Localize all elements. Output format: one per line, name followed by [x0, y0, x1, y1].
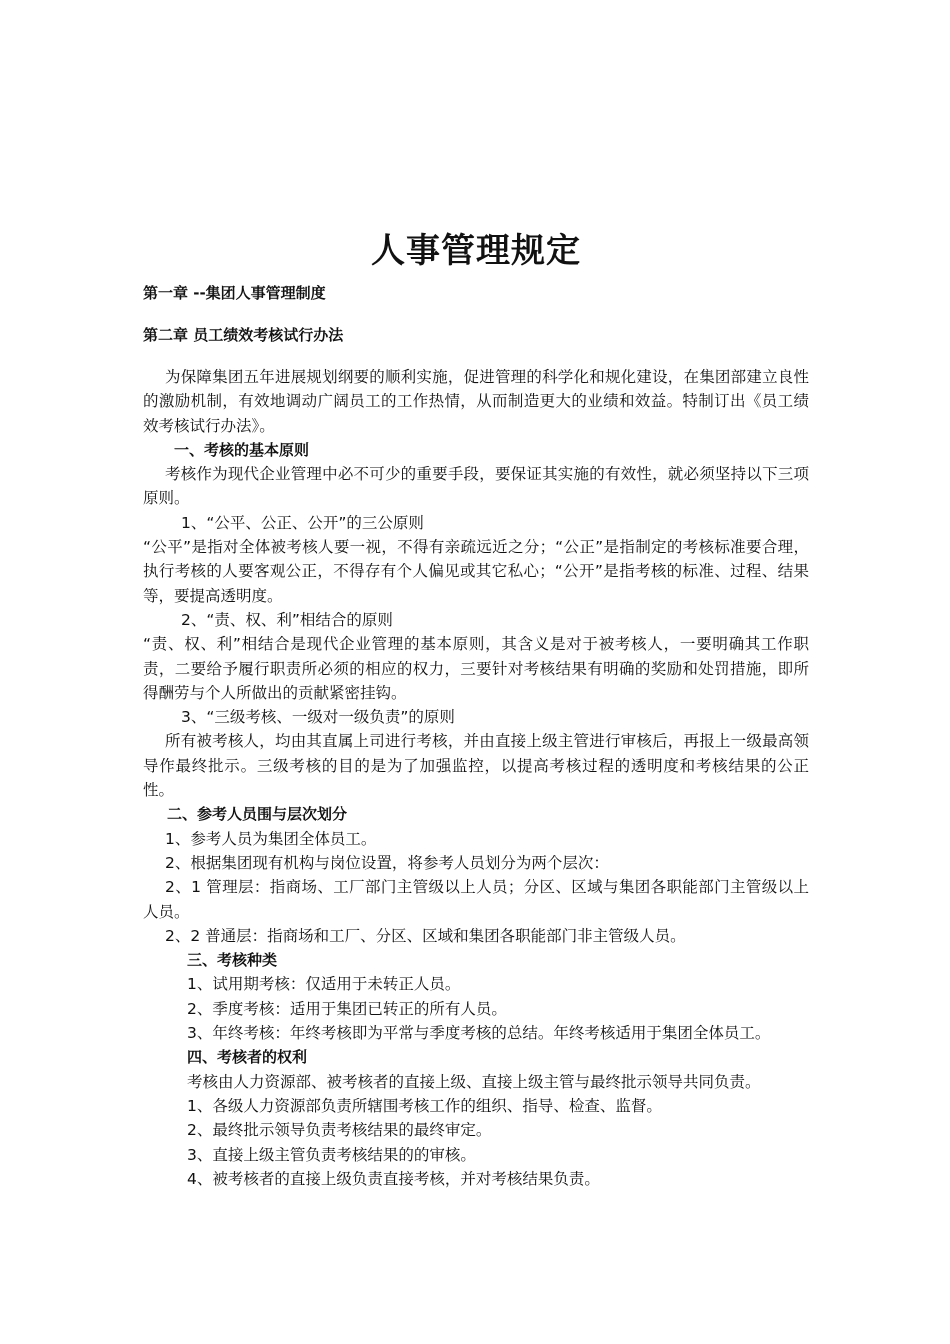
section-4-heading: 四、考核者的权利	[187, 1048, 308, 1067]
principle-2-title: 2、“责、权、利”相结合的原则	[181, 610, 393, 629]
section-2-line-2: 2、根据集团现有机构与岗位设置，将参考人员划分为两个层次：	[165, 853, 609, 872]
section-4-line-1: 1、各级人力资源部负责所辖围考核工作的组织、指导、检查、监督。	[187, 1096, 662, 1115]
section-1-heading: 一、考核的基本原则	[174, 440, 310, 459]
chapter-1-heading: 第一章 --集团人事管理制度	[143, 284, 326, 302]
section-3-line-2: 2、季度考核：适用于集团已转正的所有人员。	[187, 999, 507, 1018]
section-2-line-3: 2、1 管理层：指商场、工厂部门主管级以上人员；分区、区域与集团各职能部门主管级以上人员。	[143, 878, 809, 921]
principle-2-text: “责、权、利”相结合是现代企业管理的基本原则，其含义是对于被考核人，一要明确其工作职责，二要给予履行职责所必须的相应的权力，三要针对考核结果有明确的奖励和处罚措施，即所得酬劳与个人所做出的贡献紧密挂钩。	[143, 635, 809, 702]
section-3-heading: 三、考核种类	[187, 951, 278, 970]
document-body	[143, 365, 809, 1191]
section-4-line-2: 2、最终批示领导负责考核结果的最终审定。	[187, 1121, 492, 1140]
principle-3-title: 3、“三级考核、一级对一级负责”的原则	[181, 708, 455, 727]
section-2-heading: 二、参考人员围与层次划分	[167, 805, 348, 824]
section-4-line-4: 4、被考核者的直接上级负责直接考核，并对考核结果负责。	[187, 1169, 600, 1188]
chapter-2-heading: 第二章 员工绩效考核试行办法	[143, 326, 344, 344]
section-3-line-3: 3、年终考核：年终考核即为平常与季度考核的总结。年终考核适用于集团全体员工。	[187, 1024, 771, 1043]
section-3-line-1: 1、试用期考核：仅适用于未转正人员。	[187, 975, 461, 994]
section-1-text: 考核作为现代企业管理中必不可少的重要手段，要保证其实施的有效性，就必须坚持以下三项原则。	[143, 465, 809, 508]
document-title: 人事管理规定	[371, 231, 581, 271]
section-4-line-3: 3、直接上级主管负责考核结果的的审核。	[187, 1145, 476, 1164]
principle-1-text: “公平”是指对全体被考核人要一视，不得有亲疏远近之分；“公正”是指制定的考核标准要合理，执行考核的人要客观公正，不得存有个人偏见或其它私心；“公开”是指考核的标准、过程、结果等，要提高透明度。	[143, 538, 809, 605]
section-2-line-1: 1、参考人员为集团全体员工。	[165, 829, 377, 848]
section-2-line-4: 2、2 普通层：指商场和工厂、分区、区域和集团各职能部门非主管级人员。	[165, 926, 686, 945]
principle-1-title: 1、“公平、公正、公开”的三公原则	[181, 513, 424, 532]
document-page	[143, 225, 809, 1191]
intro-paragraph: 为保障集团五年进展规划纲要的顺利实施，促进管理的科学化和规化建设，在集团部建立良性的激励机制，有效地调动广阔员工的工作热情，从而制造更大的业绩和效益。特制订出《员工绩效考核试行办法》。	[143, 368, 809, 435]
section-4-text: 考核由人力资源部、被考核者的直接上级、直接上级主管与最终批示领导共同负责。	[187, 1072, 761, 1091]
principle-3-text: 所有被考核人，均由其直属上司进行考核，并由直接上级主管进行审核后，再报上一级最高领导作最终批示。三级考核的目的是为了加强监控，以提高考核过程的透明度和考核结果的公正性。	[143, 732, 809, 800]
